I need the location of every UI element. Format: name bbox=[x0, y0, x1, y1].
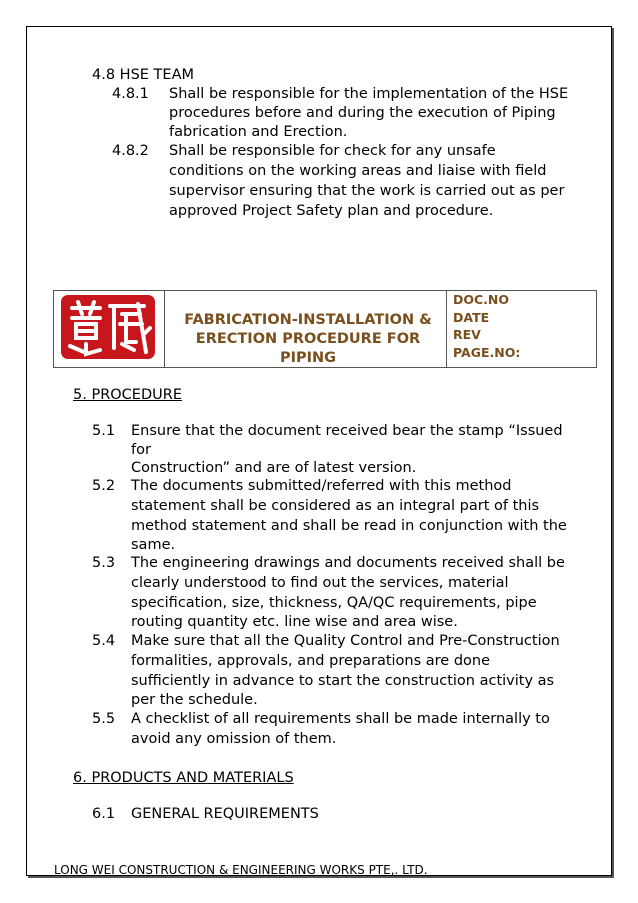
section-5-heading: 5. PROCEDURE bbox=[73, 387, 182, 403]
document-header-table bbox=[53, 290, 597, 368]
item-line: avoid any omission of them. bbox=[131, 731, 337, 747]
item-number: 5.3 bbox=[92, 555, 116, 571]
table-divider bbox=[164, 291, 165, 367]
item-line: Shall be responsible for the implementation of the HSE bbox=[169, 86, 569, 102]
item-line: approved Project Safety plan and procedure. bbox=[169, 203, 494, 219]
item-line: statement shall be considered as an integral part of this bbox=[131, 498, 540, 514]
item-line: same. bbox=[131, 537, 176, 553]
doc-no-label: DOC.NO bbox=[453, 292, 510, 307]
item-number: 5.4 bbox=[92, 633, 116, 649]
item-number: 4.8.2 bbox=[112, 143, 149, 159]
item-line: supervisor ensuring that the work is carried out as per bbox=[169, 183, 565, 199]
item-line: per the schedule. bbox=[131, 692, 258, 708]
item-line: sufficiently in advance to start the construction activity as bbox=[131, 673, 555, 689]
title-line: FABRICATION-INSTALLATION & bbox=[184, 312, 432, 328]
company-logo bbox=[60, 294, 156, 360]
item-line: The engineering drawings and documents received shall be bbox=[131, 555, 565, 571]
item-line: GENERAL REQUIREMENTS bbox=[131, 806, 319, 822]
item-line: conditions on the working areas and liaise with field bbox=[169, 163, 547, 179]
page-no-label: PAGE.NO: bbox=[453, 344, 521, 360]
table-divider bbox=[446, 291, 447, 367]
item-number: 4.8.1 bbox=[112, 86, 149, 102]
item-line: specification, size, thickness, QA/QC requirements, pipe bbox=[131, 595, 537, 611]
item-line: method statement and shall be read in conjunction with the bbox=[131, 518, 567, 534]
rev-label: REV bbox=[453, 327, 481, 342]
item-line: A checklist of all requirements shall be made internally to bbox=[131, 711, 550, 727]
item-number: 5.1 bbox=[92, 423, 116, 439]
item-line: Shall be responsible for check for any unsafe bbox=[169, 143, 496, 159]
item-line: Make sure that all the Quality Control and Pre-Construction bbox=[131, 633, 560, 649]
item-line: routing quantity etc. line wise and area wise. bbox=[131, 614, 458, 630]
item-line: Construction” and are of latest version. bbox=[131, 460, 417, 476]
title-line: PIPING bbox=[279, 350, 337, 366]
document-title bbox=[174, 311, 442, 368]
section-4-8-heading: 4.8 HSE TEAM bbox=[92, 67, 194, 83]
item-line: fabrication and Erection. bbox=[169, 124, 348, 140]
item-number: 5.5 bbox=[92, 711, 116, 727]
item-line: Ensure that the document received bear the stamp “Issued bbox=[131, 423, 563, 439]
item-line: clearly understood to find out the services, material bbox=[131, 575, 509, 591]
item-number: 5.2 bbox=[92, 478, 116, 494]
section-6-heading: 6. PRODUCTS AND MATERIALS bbox=[73, 770, 294, 786]
document-meta bbox=[453, 291, 520, 361]
date-label: DATE bbox=[453, 309, 490, 325]
footer-company: LONG WEI CONSTRUCTION & ENGINEERING WORKS PTE,. LTD. bbox=[54, 863, 428, 877]
item-number: 6.1 bbox=[92, 806, 116, 822]
item-line: formalities, approvals, and preparations are done bbox=[131, 653, 491, 669]
item-line: for bbox=[131, 442, 151, 458]
title-line: ERECTION PROCEDURE FOR bbox=[195, 331, 421, 347]
item-line: procedures before and during the execution of Piping bbox=[169, 105, 556, 121]
item-line: The documents submitted/referred with this method bbox=[131, 478, 512, 494]
